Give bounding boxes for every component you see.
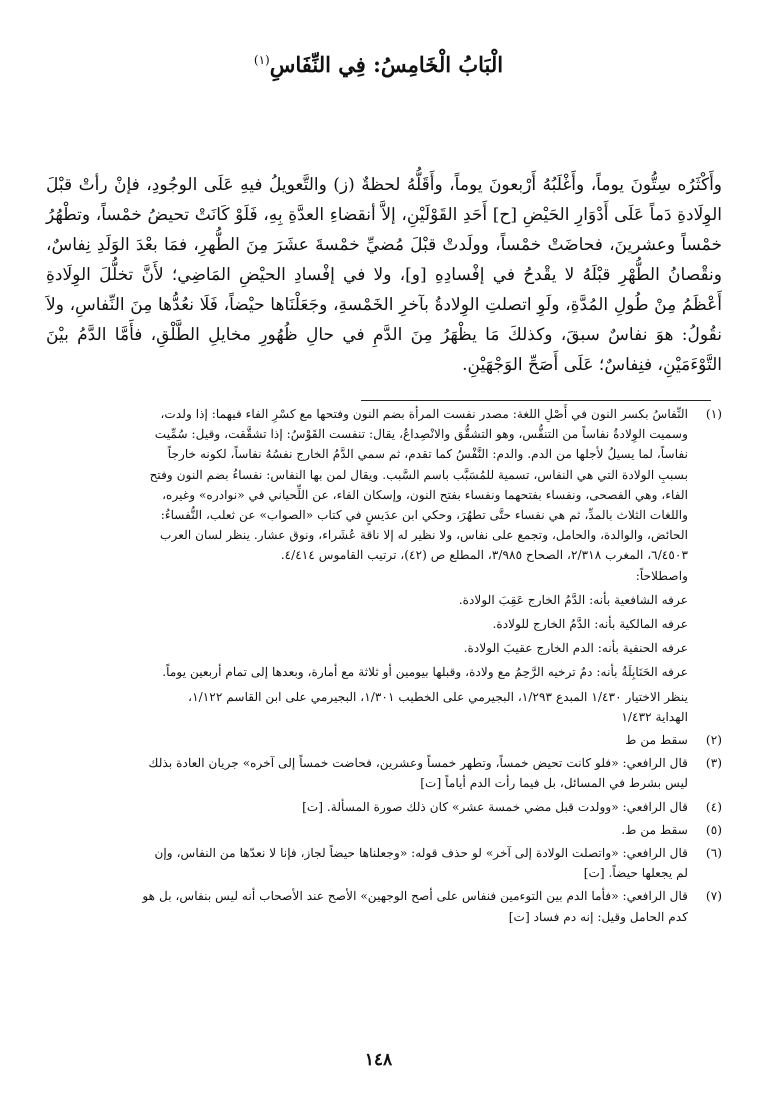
footnote-6 [46, 843, 722, 883]
main-text: وأَكْثَرُه سِتُّونَ يوماً، وأَغْلَبُهُ أَرْبعونَ يوماً، وأَقَلُّهُ لحظةٌ (ز) والتَّعويلُ فيهِ عَلَى الوجُودِ، فإنْ رأتْ قبْلَ الوِلَادةِ دَماً عَلَى أَدْوَارِ الحَيْضِ [ح] أَحَدِ القَوْلَيْنِ، إلاَّ أنقضاءِ العدَّةِ بِهِ، فَلَوْ كَانَتْ تحيضُ خمْساً، وتطْهُرُ خمْساً وعشرينَ، فحاضَتْ خمْساً، وولَدتْ قبْلَ مُضيِّ خمْسةَ عشَرَ مِنَ الطُّهرِ، فمَا بعْدَ الوَلَدِ نِفاسٌ، ونقْصانُ الطُّهْرِ قبْلَهُ لا يقْدحُ في إفْسادِهِ [و]، ولا في إفْسادِ الحيْضِ المَاضِي؛ لأَنَّ تخلُّلَ الوِلَادةِ أَعْظَمُ مِنْ طُولِ المُدَّةِ، ولَوِ اتصلتِ الوِلادةُ بآخرِ الخَمْسةِ، وجَعَلْنَاها حيْضاً، فَلَا نعُدُّها مِنَ النِّفاسِ، ولاَ نقُولُ: هوَ نفاسٌ سبقَ، وكذلكَ مَا يظْهَرُ مِنَ الدَّمِ في حالِ ظُهُورِ مخايلِ الطَّلْقِ، فأَمَّا الدَّمُ بيْنَ التَّوْءَمَيْنِ، فنِفاسٌ؛ عَلَى أَصَحِّ الوَجْهَيْنِ. [46, 175, 722, 375]
references-line: الهداية ١/٤٣٢ [621, 709, 688, 724]
footnote-body [46, 753, 688, 793]
footnote-body [46, 820, 688, 840]
footnote-7 [46, 886, 722, 926]
footnote-line: قال الرافعي: «فأما الدم بين التوءمين فنفاس على أصح الوجهين» الأصح عند الأصحاب أنه ليس بنفاس، بل هو [142, 889, 688, 904]
footnote-line: واصطلاحاً: [635, 568, 688, 583]
footnote-number: (٧) [705, 889, 722, 904]
footnote-line: سقط من ط [625, 733, 688, 748]
footnote-line: قال الرافعي: «واتصلت الولادة إلى آخر» لو حذف قوله: «وجعلناها حيضاً لجاز، فإنا لا نعدّها من النفاس، وإن [154, 846, 688, 861]
footnote-line: الفاء، وهي الفصحى، ونفساء بفتحهما ونفساء بفتح النون، وإسكان الفاء، عن اللِّحياني في «نوادره» وغيره، [162, 487, 688, 502]
footnote-line: الحائض، والوالدة، والحامل، وتجمع على نفاس، ولا نظير له إلا ناقة عُشَراء، ونوق عشار. ينظر لسان العرب [160, 528, 688, 543]
footnote-number: (٦) [705, 846, 722, 861]
footnote-number: (٢) [705, 733, 722, 748]
footnote-number: (٤) [705, 799, 722, 814]
footnote-line: نفاساً، لما يسيلُ لأجلها من الدم. والدم: النَّفْسُ كما تقدم، ثم سمي الدَّمُ الخارج نفسُهُ نفاساً، لكونه خارجاً [167, 447, 688, 462]
definition-hanbali: عرفه الحَنَابِلَةُ بأنه: دمٌ ترخيه الرَّحِمُ مع ولادة، وقبلها بيومين أو ثلاثة مع أمارة، وبعدها إلى تمام أربعين يوماً. [162, 665, 688, 680]
references-line: ينظر الاختيار ١/٤٣٠ المبدع ١/٢٩٣، البجيرمي على الخطيب ١/٣٠١، البجيرمي على ابن القاسم ١/١٢٢، [188, 689, 688, 704]
chapter-title [0, 52, 757, 77]
footnote-line: سقط من ط. [621, 822, 688, 837]
footnote-separator [361, 400, 711, 401]
footnote-body [46, 886, 688, 926]
footnote-line: لم يجعلها حيضاً. [ت] [583, 866, 688, 881]
footnote-line: قال الرافعي: «وولدت قبل مضي خمسة عشر» كان ذلك صورة المسألة. [ت] [302, 799, 688, 814]
footnote-line: ليس بشرط في المسائل، بل فيما رأت الدم أياماً [ت] [420, 776, 688, 791]
footnote-line: النِّفاسُ بكسر النون في أَصْلِ اللغة: مصدر نفست المرأة بضم النون وفتحها مع كسْرِ الفاء فيهما: إذا ولدت، [160, 407, 688, 421]
footnote-line: وسميت الوِلادةُ نفاساً من التنفُّس، وهو التشقُّق والانْصِداعُ، يقال: تنفست القَوْسُ: إذا تشقَّقت، وقيل: سُمِّيت [154, 427, 688, 442]
footnote-2 [46, 730, 722, 750]
footnote-4 [46, 797, 722, 817]
definition-maliki: عرفه المالكية بأنه: الدَّمُ الخارج للولادة. [492, 617, 688, 632]
footnote-line: قال الرافعي: «فلو كانت تحيض خمساً، وتطهر خمساً وعشرين، فحاضت خمساً إلى آخره» جريان العادة بذلك [148, 756, 688, 771]
footnote-line: كدم الحامل وقيل: إنه دم فساد [ت] [508, 909, 688, 924]
footnote-number: (٥) [705, 822, 722, 837]
chapter-title-text: الْبَابُ الْخَامِسُ: فِي النِّفَاسِ [269, 52, 504, 77]
footnote-number: (٣) [705, 756, 722, 771]
chapter-title-note-ref: (١) [253, 53, 270, 67]
definition-hanafi: عرفه الحنفية بأنه: الدم الخارج عقيبَ الولادة. [463, 641, 688, 656]
definition-shafii: عرفه الشافعية بأنه: الدَّمُ الخارج عَقِبَ الولادة. [458, 592, 688, 607]
footnote-line: بسببِ الولادة التي هي النفاس، تسمية للمُسَبَّب باسم السَّبب. ويقال لمن بها النفاس: نفساءُ بضم النون وفتح [149, 467, 688, 482]
footnote-line: ٦/٤٥٠٣، المغرب ٢/٣١٨، الصحاح ٣/٩٨٥، المطلع ص (٤٢)، ترتيب القاموس ٤/٤١٤. [280, 548, 688, 563]
footnote-body [46, 797, 688, 817]
footnote-number: (١) [705, 407, 722, 421]
footnote-body [46, 404, 688, 727]
footnote-3 [46, 753, 722, 793]
footnotes [46, 404, 722, 927]
footnote-1 [46, 404, 722, 727]
footnote-body [46, 843, 688, 883]
footnote-5 [46, 820, 722, 840]
footnote-body [46, 730, 688, 750]
footnote-line: واللغات الثلاث بالمدِّ، ثم هي نفساء حتَّى تطهُرَ، وحكي ابن عدَيسٍ في كتاب «الصواب» عن ثعلب، النُّفساءُ: [160, 508, 688, 523]
page-number: ١٤٨ [364, 1050, 393, 1070]
